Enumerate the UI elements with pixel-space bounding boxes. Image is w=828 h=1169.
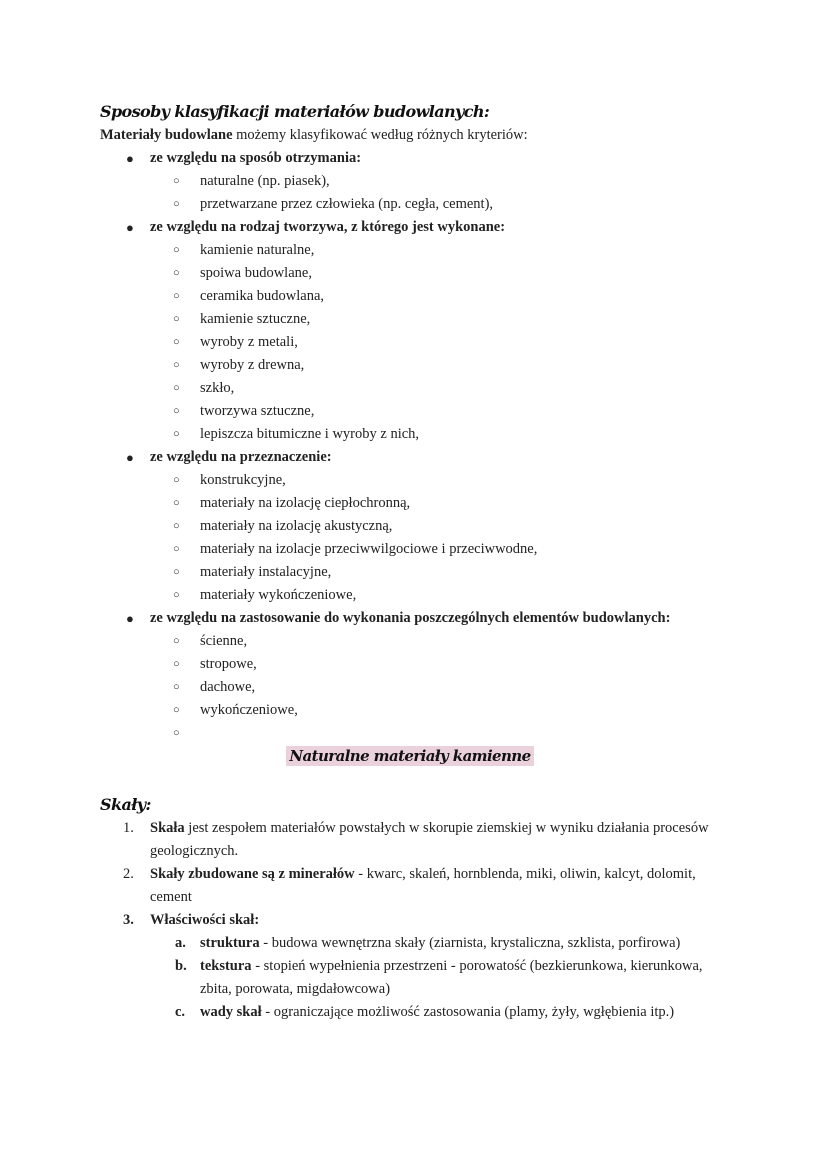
- sub-item-text: materiały na izolację akustyczną,: [200, 518, 393, 534]
- sub-item: [100, 515, 720, 538]
- sub-item: [100, 584, 720, 607]
- sub-item: [100, 308, 720, 331]
- sub-item-text: materiały instalacyjne,: [200, 564, 332, 580]
- sub-item: [100, 676, 720, 699]
- intro-text: możemy klasyfikować według różnych kryteriów:: [232, 127, 528, 143]
- numbered-item: [100, 863, 720, 909]
- bullet-icon: ●: [126, 220, 134, 235]
- hollow-bullet-icon: ○: [173, 336, 180, 348]
- criterion-label: ze względu na przeznaczenie:: [150, 449, 332, 465]
- hollow-bullet-icon: ○: [173, 382, 180, 394]
- numbered-item-bold: Skała: [150, 820, 185, 836]
- subheading-skaly: Skały:: [100, 795, 151, 814]
- numbered-item-text: - kwarc, skaleń, hornblenda, miki, oliwin, kalcyt, dolomit, cement: [150, 866, 696, 905]
- property-name: tekstura: [200, 958, 252, 974]
- hollow-bullet-icon: ○: [173, 589, 180, 601]
- sub-item: [100, 285, 720, 308]
- sub-item-text: wyroby z drewna,: [200, 357, 305, 373]
- sub-item-text: lepiszcza bitumiczne i wyroby z nich,: [200, 426, 420, 442]
- property-name: wady skał: [200, 1004, 262, 1020]
- property-item: [100, 1001, 720, 1024]
- list-number: 1.: [123, 820, 134, 836]
- sub-item: [100, 492, 720, 515]
- hollow-bullet-icon: ○: [173, 405, 180, 417]
- criterion-label: ze względu na sposób otrzymania:: [150, 150, 362, 166]
- sub-item-text: szkło,: [200, 380, 235, 396]
- sub-item: [100, 193, 720, 216]
- section-heading-wrap: [100, 747, 720, 775]
- sub-item: [100, 469, 720, 492]
- sub-item: [100, 699, 720, 722]
- property-item: [100, 955, 720, 1001]
- list-letter: a.: [175, 935, 186, 951]
- sub-item: [100, 538, 720, 561]
- section-heading: Naturalne materiały kamienne: [286, 746, 533, 766]
- hollow-bullet-icon: ○: [173, 474, 180, 486]
- document-page: [100, 100, 720, 1024]
- hollow-bullet-icon: ○: [173, 681, 180, 693]
- hollow-bullet-icon: ○: [173, 175, 180, 187]
- hollow-bullet-icon: ○: [173, 543, 180, 555]
- sub-item: [100, 722, 720, 745]
- sub-item: [100, 653, 720, 676]
- sub-item-text: materiały wykończeniowe,: [200, 587, 357, 603]
- sub-item-text: konstrukcyjne,: [200, 472, 286, 488]
- bullet-icon: ●: [126, 450, 134, 465]
- hollow-bullet-icon: ○: [173, 704, 180, 716]
- numbered-item: [100, 817, 720, 863]
- sub-item-text: ścienne,: [200, 633, 248, 649]
- criterion-label: ze względu na zastosowanie do wykonania poszczególnych elementów budowlanych:: [150, 610, 671, 626]
- list-letter: b.: [175, 958, 187, 974]
- hollow-bullet-icon: ○: [173, 635, 180, 647]
- hollow-bullet-icon: ○: [173, 520, 180, 532]
- hollow-bullet-icon: ○: [173, 290, 180, 302]
- bullet-icon: ●: [126, 151, 134, 166]
- hollow-bullet-icon: ○: [173, 566, 180, 578]
- hollow-bullet-icon: ○: [173, 727, 180, 739]
- criterion-item: [100, 607, 720, 630]
- property-item: [100, 932, 720, 955]
- sub-item: [100, 561, 720, 584]
- sub-item-text: wyroby z metali,: [200, 334, 298, 350]
- property-description: - stopień wypełnienia przestrzeni - porowatość (bezkierunkowa, kierunkowa, zbita, porowata, migdałowcowa): [200, 958, 703, 997]
- numbered-item-bold: Właściwości skał:: [150, 912, 260, 928]
- sub-item-text: stropowe,: [200, 656, 257, 672]
- numbered-list: [100, 817, 720, 1024]
- hollow-bullet-icon: ○: [173, 313, 180, 325]
- hollow-bullet-icon: ○: [173, 428, 180, 440]
- sub-item: [100, 239, 720, 262]
- sub-item: [100, 354, 720, 377]
- intro-paragraph: [100, 124, 720, 147]
- intro-bold: Materiały budowlane: [100, 127, 233, 143]
- sub-item: [100, 400, 720, 423]
- sub-item-text: ceramika budowlana,: [200, 288, 325, 304]
- hollow-bullet-icon: ○: [173, 497, 180, 509]
- list-letter: c.: [175, 1004, 186, 1020]
- property-description: - budowa wewnętrzna skały (ziarnista, krystaliczna, szklista, porfirowa): [259, 935, 681, 951]
- sub-item-text: tworzywa sztuczne,: [200, 403, 315, 419]
- hollow-bullet-icon: ○: [173, 359, 180, 371]
- bullet-icon: ●: [126, 611, 134, 626]
- document-title: Sposoby klasyfikacji materiałów budowlanych:: [100, 102, 490, 121]
- numbered-item-text: jest zespołem materiałów powstałych w skorupie ziemskiej w wyniku działania procesów geologicznych.: [150, 820, 709, 859]
- sub-item: [100, 630, 720, 653]
- sub-item: [100, 331, 720, 354]
- sub-item-text: materiały na izolację ciepłochronną,: [200, 495, 411, 511]
- sub-item-text: wykończeniowe,: [200, 702, 298, 718]
- sub-item-text: dachowe,: [200, 679, 256, 695]
- sub-item-text: kamienie naturalne,: [200, 242, 315, 258]
- criterion-item: [100, 147, 720, 170]
- list-number: 2.: [123, 866, 134, 882]
- sub-item: [100, 377, 720, 400]
- sub-item: [100, 170, 720, 193]
- criterion-label: ze względu na rodzaj tworzywa, z którego jest wykonane:: [150, 219, 506, 235]
- sub-item-text: kamienie sztuczne,: [200, 311, 311, 327]
- numbered-item: [100, 909, 720, 932]
- hollow-bullet-icon: ○: [173, 658, 180, 670]
- property-description: - ograniczające możliwość zastosowania (plamy, żyły, wgłębienia itp.): [261, 1004, 675, 1020]
- sub-item-text: spoiwa budowlane,: [200, 265, 312, 281]
- sub-item-text: przetwarzane przez człowieka (np. cegła, cement),: [200, 196, 494, 212]
- criterion-item: [100, 446, 720, 469]
- hollow-bullet-icon: ○: [173, 244, 180, 256]
- criterion-item: [100, 216, 720, 239]
- property-name: struktura: [200, 935, 260, 951]
- sub-item-text: materiały na izolacje przeciwwilgociowe i przeciwwodne,: [200, 541, 538, 557]
- hollow-bullet-icon: ○: [173, 267, 180, 279]
- hollow-bullet-icon: ○: [173, 198, 180, 210]
- criteria-list: [100, 147, 720, 745]
- numbered-item-bold: Skały zbudowane są z minerałów: [150, 866, 355, 882]
- sub-item: [100, 262, 720, 285]
- sub-item-text: naturalne (np. piasek),: [200, 173, 330, 189]
- sub-item: [100, 423, 720, 446]
- list-number: 3.: [123, 912, 134, 928]
